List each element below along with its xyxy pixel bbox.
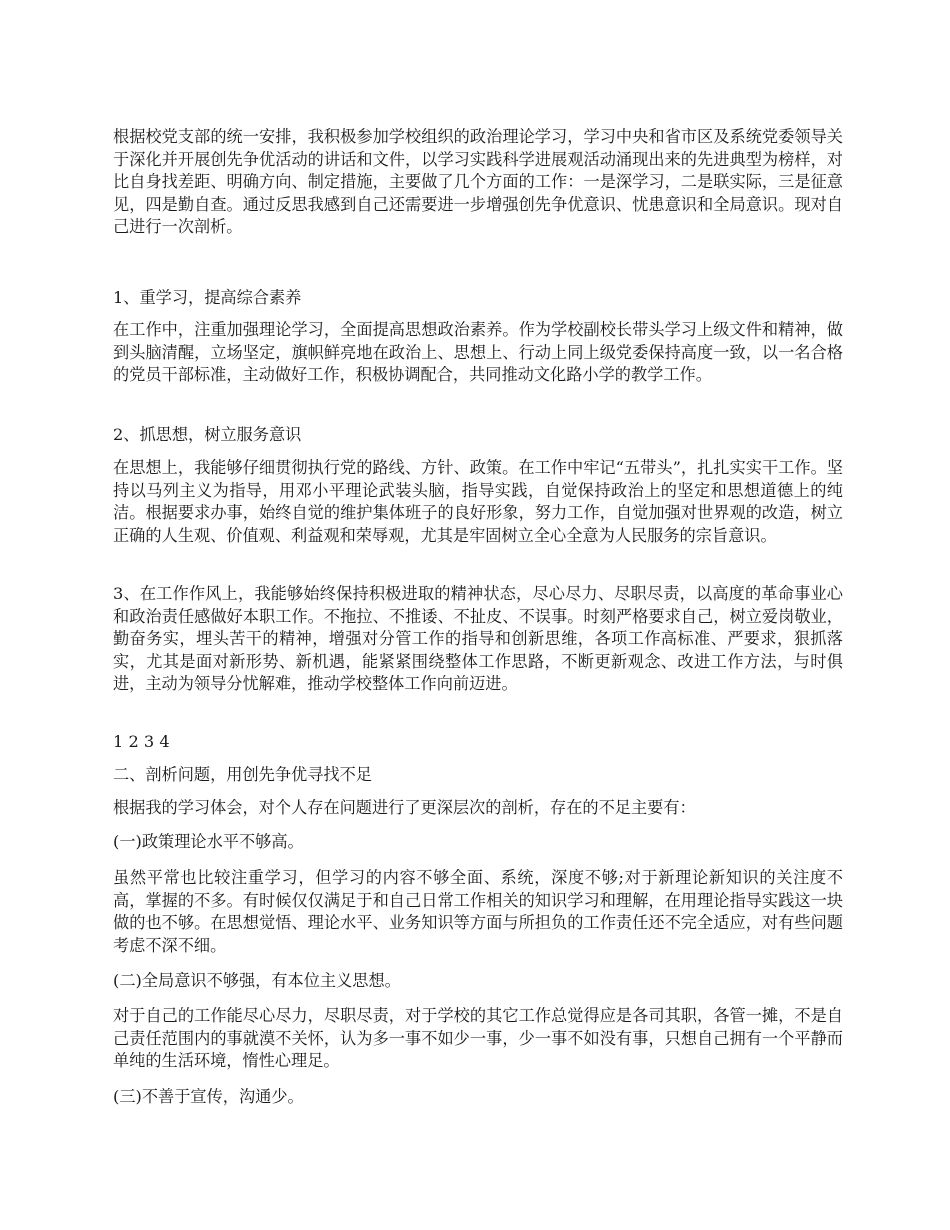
heading-1: 1、重学习，提高综合素养 bbox=[113, 288, 302, 307]
paragraph-6: 对于自己的工作能尽心尽力，尽职尽责，对于学校的其它工作总觉得应是各司其职，各管一摊，不是自己责任范围内的事就漠不关怀，认为多一事不如少一事，少一事不如没有事，只想自己拥有一个平静而单纯的生活环境，惰性心理足。 bbox=[113, 1006, 843, 1070]
heading-2: 2、抓思想，树立服务意识 bbox=[113, 425, 302, 444]
paragraph-5: 虽然平常也比较注重学习，但学习的内容不够全面、系统，深度不够;对于新理论新知识的关注度不高，掌握的不多。有时候仅仅满足于和自己日常工作相关的知识学习和理解，在用理论指导实践这一块做的也不够。在思想觉悟、理论水平、业务知识等方面与所担负的工作责任还不完全适应，对有些问题考虑不深不细。 bbox=[113, 868, 843, 955]
intro-paragraph: 根据校党支部的统一安排，我积极参加学校组织的政治理论学习，学习中央和省市区及系统党委领导关于深化并开展创先争优活动的讲话和文件，以学习实践科学进展观活动涌现出来的先进典型为榜样，对比自身找差距、明确方向、制定措施，主要做了几个方面的工作：一是深学习，二是联实际，三是征意见，四是勤自查。通过反思我感到自己还需要进一步增强创先争优意识、忧患意识和全局意识。现对自己进行一次剖析。 bbox=[113, 127, 843, 236]
subheading-1: (一)政策理论水平不够高。 bbox=[113, 832, 304, 851]
subheading-2: (二)全局意识不够强，有本位主义思想。 bbox=[113, 971, 401, 990]
page-numbers: 1 2 3 4 bbox=[113, 732, 170, 751]
paragraph-1: 在工作中，注重加强理论学习，全面提高思想政治素养。作为学校副校长带头学习上级文件和精神，做到头脑清醒，立场坚定，旗帜鲜亮地在政治上、思想上、行动上同上级党委保持高度一致，以一名合格的党员干部标准，主动做好工作，积极协调配合，共同推动文化路小学的教学工作。 bbox=[113, 320, 843, 384]
subheading-3: (三)不善于宣传，沟通少。 bbox=[113, 1087, 304, 1106]
section-2-heading: 二、剖析问题，用创先争优寻找不足 bbox=[113, 765, 372, 784]
paragraph-3: 3、在工作作风上，我能够始终保持积极进取的精神状态，尽心尽力、尽职尽责，以高度的革命事业心和政治责任感做好本职工作。不拖拉、不推诿、不扯皮、不误事。时刻严格要求自己，树立爱岗敬业，勤奋务实，埋头苦干的精神，增强对分管工作的指导和创新思维，各项工作高标准、严要求，狠抓落实，尤其是面对新形势、新机遇，能紧紧围绕整体工作思路，不断更新观念、改进工作方法，与时俱进，主动为领导分忧解难，推动学校整体工作向前迈进。 bbox=[113, 584, 843, 693]
paragraph-2: 在思想上，我能够仔细贯彻执行党的路线、方针、政策。在工作中牢记“五带头”，扎扎实实干工作。坚持以马列主义为指导，用邓小平理论武装头脑，指导实践，自觉保持政治上的坚定和思想道德上的纯洁。根据要求办事，始终自觉的维护集体班子的良好形象，努力工作，自觉加强对世界观的改造，树立正确的人生观、价值观、利益观和荣辱观，尤其是牢固树立全心全意为人民服务的宗旨意识。 bbox=[113, 458, 843, 545]
paragraph-4: 根据我的学习体会，对个人存在问题进行了更深层次的剖析，存在的不足主要有： bbox=[113, 798, 696, 817]
